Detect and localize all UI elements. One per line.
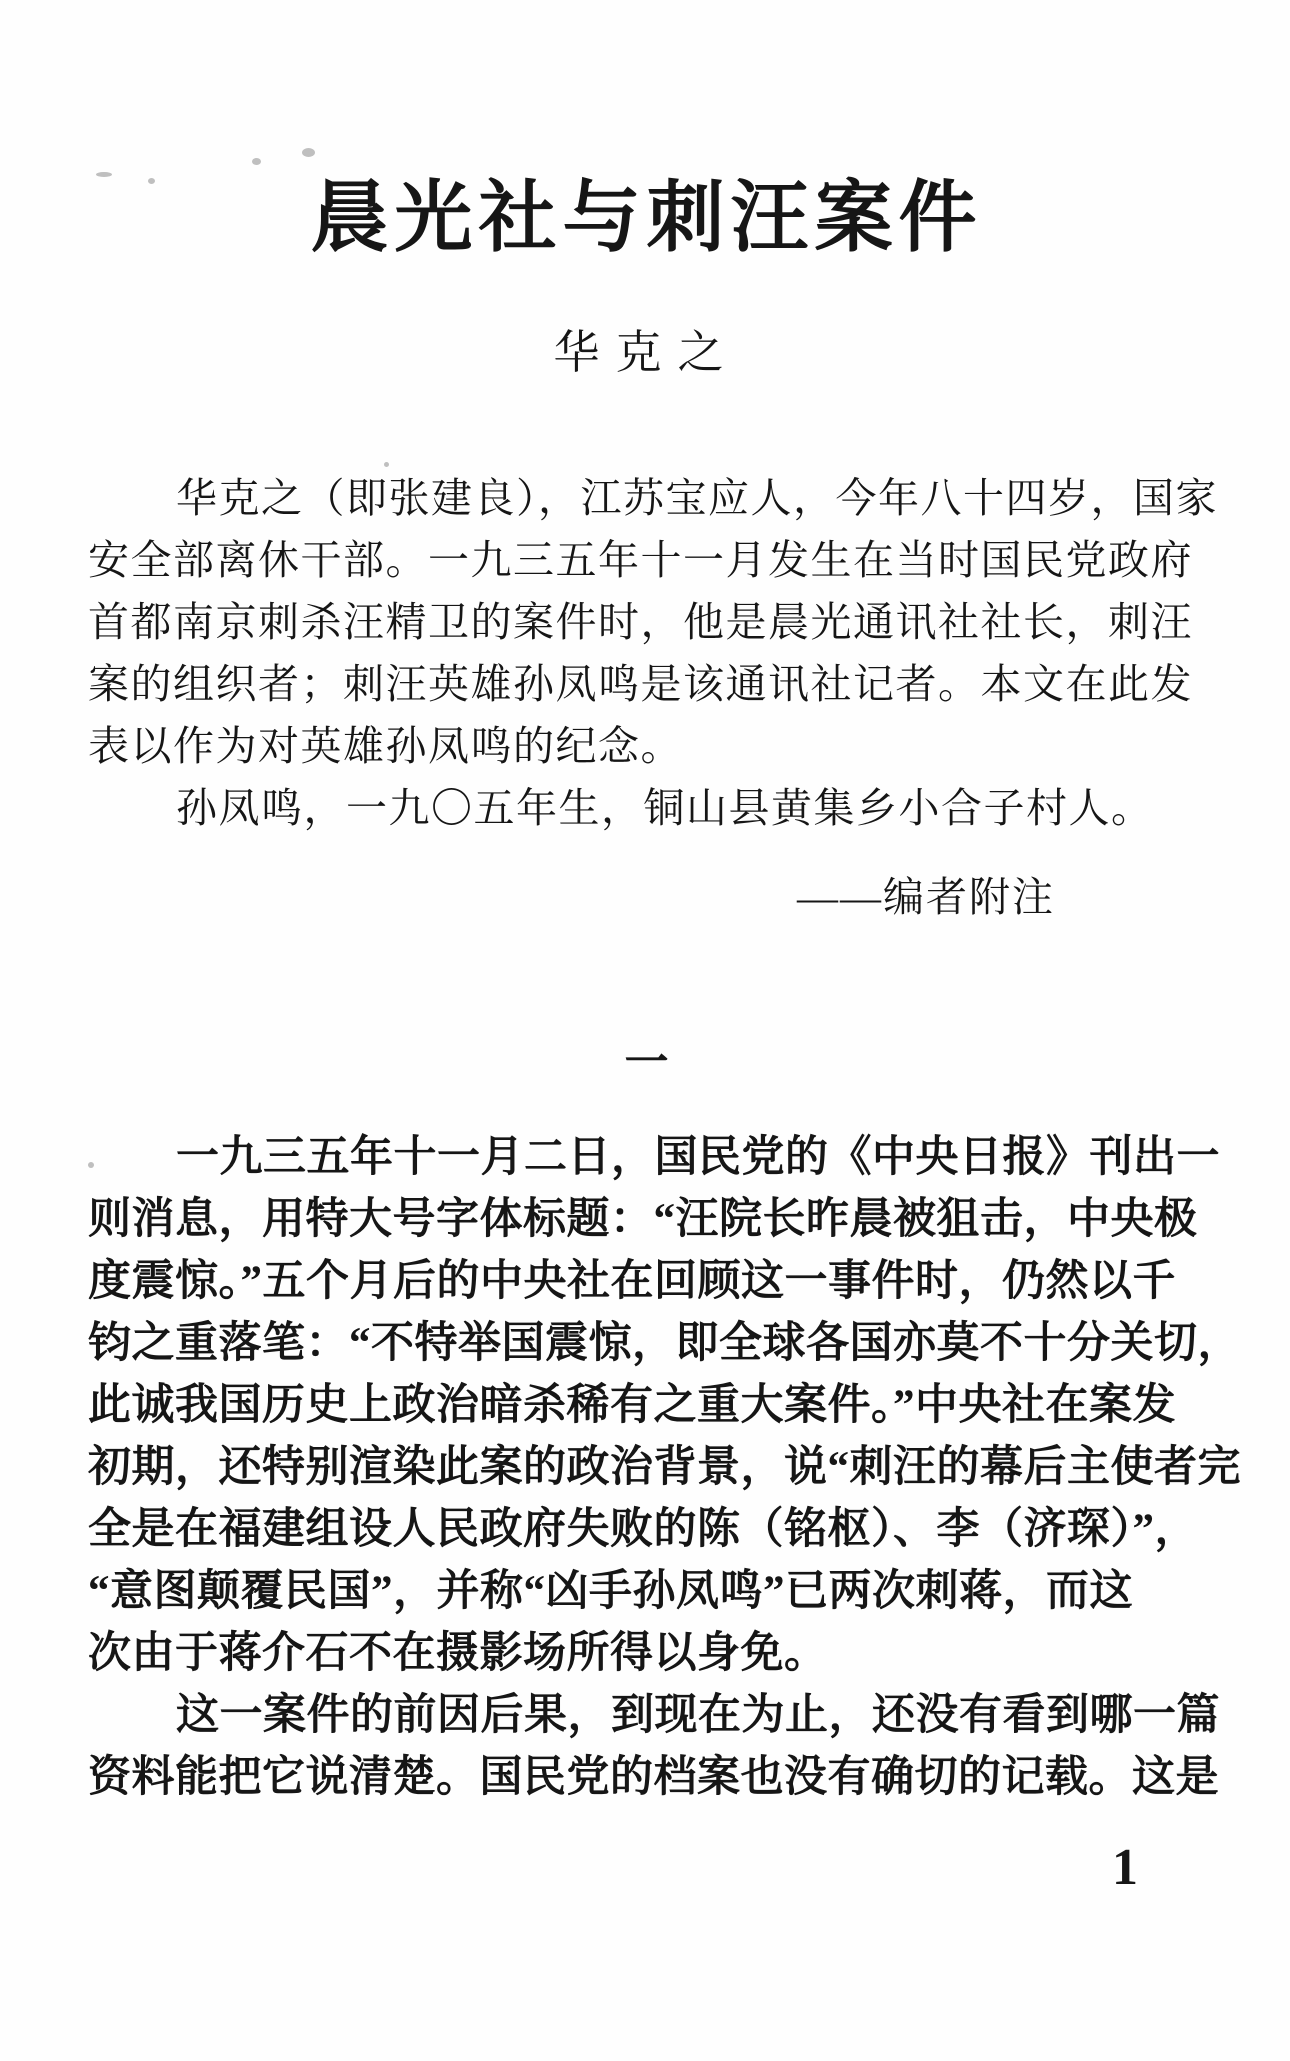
- editor-note-line: 安全部离休干部。一九三五年十一月发生在当时国民党政府: [88, 536, 1193, 583]
- body-line: 此诚我国历史上政治暗杀稀有之重大案件。”中央社在案发: [88, 1381, 1176, 1429]
- scan-speck: [88, 1162, 94, 1168]
- page-content: [0, 175, 1290, 1809]
- body-line: 一九三五年十一月二日，国民党的《中央日报》刊出一: [176, 1133, 1220, 1181]
- body-line: 全是在福建组设人民政府失败的陈（铭枢）、李（济琛）”，: [88, 1505, 1198, 1553]
- editor-note: [88, 467, 1218, 928]
- body-line: “意图颠覆民国”，并称“凶手孙凤鸣”已两次刺蒋，而这: [88, 1567, 1133, 1615]
- section-marker: 一: [624, 1037, 669, 1087]
- scan-speck: [96, 172, 112, 177]
- body-line: 钧之重落笔：“不特举国震惊，即全球各国亦莫不十分关切，: [88, 1319, 1241, 1367]
- editor-note-attribution: ——编者附注: [797, 873, 1055, 920]
- scan-speck: [384, 462, 389, 467]
- editor-note-line: 孙凤鸣，一九〇五年生，铜山县黄集乡小合子村人。: [176, 784, 1154, 831]
- editor-note-line: 华克之（即张建良），江苏宝应人，今年八十四岁，国家: [176, 474, 1218, 521]
- article-title: 晨光社与刺汪案件: [310, 174, 983, 261]
- article-body: [88, 1127, 1241, 1809]
- body-line: 这一案件的前因后果，到现在为止，还没有看到哪一篇: [176, 1691, 1220, 1739]
- body-line: 初期，还特别渲染此案的政治背景，说“刺汪的幕后主使者完: [88, 1443, 1241, 1491]
- editor-note-line: 表以作为对英雄孙凤鸣的纪念。: [88, 722, 683, 769]
- body-line: 则消息，用特大号字体标题：“汪院长昨晨被狙击，中央极: [88, 1195, 1198, 1243]
- body-line: 度震惊。”五个月后的中央社在回顾这一事件时，仍然以千: [88, 1257, 1176, 1305]
- scan-speck: [302, 148, 315, 157]
- body-line: 资料能把它说清楚。国民党的档案也没有确切的记载。这是: [88, 1753, 1219, 1801]
- scan-speck: [148, 178, 155, 184]
- author-name: 华克之: [553, 326, 740, 378]
- editor-note-line: 案的组织者；刺汪英雄孙凤鸣是该通讯社记者。本文在此发: [88, 660, 1193, 707]
- editor-note-line: 首都南京刺杀汪精卫的案件时，他是晨光通讯社社长，刺汪: [88, 598, 1193, 645]
- page-number: 1: [1112, 1839, 1138, 1896]
- body-line: 次由于蒋介石不在摄影场所得以身免。: [88, 1629, 828, 1677]
- scan-speck: [252, 158, 261, 165]
